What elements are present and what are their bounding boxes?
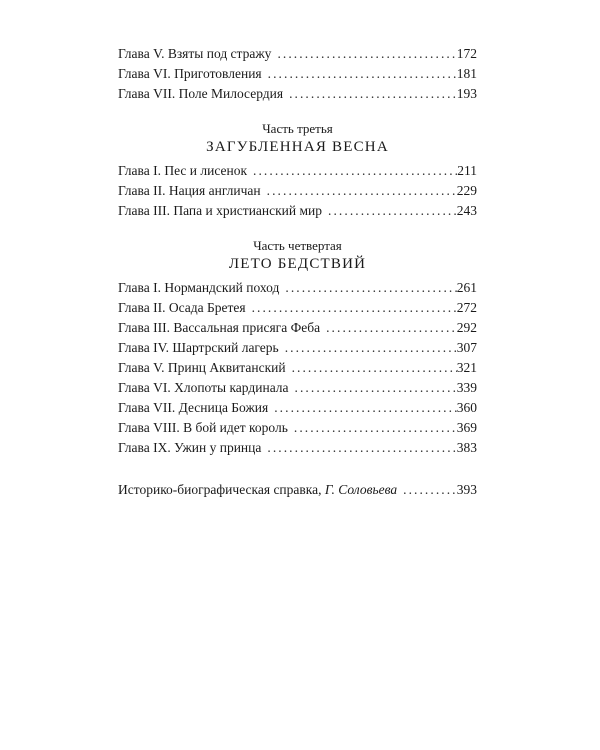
entry-page-number: 292 [456, 320, 477, 335]
entry-page-number: 243 [456, 203, 477, 218]
entry-title: Глава II. Нация англичан [118, 183, 261, 198]
entry-page-number: 307 [456, 340, 477, 355]
section-part-three [118, 121, 477, 221]
toc-entry-afterword[interactable] [118, 480, 477, 500]
dot-leader [252, 298, 457, 318]
dot-leader [294, 418, 457, 438]
entry-page-number: 339 [456, 380, 477, 395]
entry-page-number: 393 [456, 482, 477, 497]
toc-entry[interactable] [118, 318, 477, 338]
toc-entry[interactable] [118, 358, 477, 378]
part-title: ЛЕТО БЕДСТВИЙ [228, 256, 367, 272]
entry-page-number: 229 [456, 183, 477, 198]
entry-title: Глава II. Осада Бретея [118, 300, 246, 315]
dot-leader [289, 84, 457, 104]
toc-entry[interactable] [118, 398, 477, 418]
dot-leader [267, 181, 457, 201]
dot-leader [274, 398, 457, 418]
toc-entry[interactable] [118, 84, 477, 104]
entry-title: Глава VII. Поле Милосердия [118, 86, 284, 101]
part-label: Часть четвертая [253, 238, 342, 253]
entry-page-number: 211 [457, 163, 477, 178]
dot-leader [267, 438, 456, 458]
toc-entry[interactable] [118, 418, 477, 438]
dot-leader [285, 338, 457, 358]
entry-page-number: 261 [456, 280, 477, 295]
table-of-contents [118, 44, 477, 500]
entry-title: Глава VI. Хлопоты кардинала [118, 380, 289, 395]
toc-entry[interactable] [118, 438, 477, 458]
entry-title: Глава I. Пес и лисенок [118, 163, 248, 178]
toc-entry[interactable] [118, 64, 477, 84]
section-part-four [118, 238, 477, 458]
part-header [118, 238, 477, 274]
dot-leader [328, 201, 457, 221]
entry-title: Глава III. Вассальная присяга Феба [118, 320, 321, 335]
dot-leader [268, 64, 457, 84]
entry-title: Глава IV. Шартрский лагерь [118, 340, 279, 355]
toc-entry[interactable] [118, 201, 477, 221]
entry-title: Глава VII. Десница Божия [118, 400, 269, 415]
entry-title: Глава IX. Ужин у принца [118, 440, 262, 455]
toc-entry[interactable] [118, 44, 477, 64]
afterword-title-group [118, 480, 403, 500]
afterword-title: Историко-биографическая справка, [118, 482, 322, 497]
part-title: ЗАГУБЛЕННАЯ ВЕСНА [206, 139, 389, 155]
entry-title: Глава III. Папа и христианский мир [118, 203, 323, 218]
dot-leader [403, 480, 457, 500]
dot-leader [292, 358, 457, 378]
entry-page-number: 321 [456, 360, 477, 375]
part-label: Часть третья [262, 121, 333, 136]
entry-page-number: 369 [456, 420, 477, 435]
dot-leader [295, 378, 457, 398]
dot-leader [277, 44, 456, 64]
dot-leader [326, 318, 457, 338]
entry-page-number: 181 [456, 66, 477, 81]
entry-title: Глава I. Нормандский поход [118, 280, 280, 295]
entry-title: Глава VI. Приготовления [118, 66, 262, 81]
section-continuation [118, 44, 477, 104]
toc-entry[interactable] [118, 161, 477, 181]
entry-page-number: 193 [456, 86, 477, 101]
dot-leader [253, 161, 457, 181]
toc-entry[interactable] [118, 298, 477, 318]
entry-page-number: 172 [456, 46, 477, 61]
entry-page-number: 272 [456, 300, 477, 315]
entry-page-number: 360 [456, 400, 477, 415]
entry-title: Глава VIII. В бой идет король [118, 420, 288, 435]
part-header [118, 121, 477, 157]
entry-page-number: 383 [456, 440, 477, 455]
toc-entry[interactable] [118, 338, 477, 358]
toc-entry[interactable] [118, 181, 477, 201]
afterword-author: Г. Соловьева [324, 482, 398, 497]
toc-entry[interactable] [118, 278, 477, 298]
dot-leader [285, 278, 456, 298]
toc-entry[interactable] [118, 378, 477, 398]
entry-title: Глава V. Принц Аквитанский [118, 360, 286, 375]
entry-title: Глава V. Взяты под стражу [118, 46, 272, 61]
